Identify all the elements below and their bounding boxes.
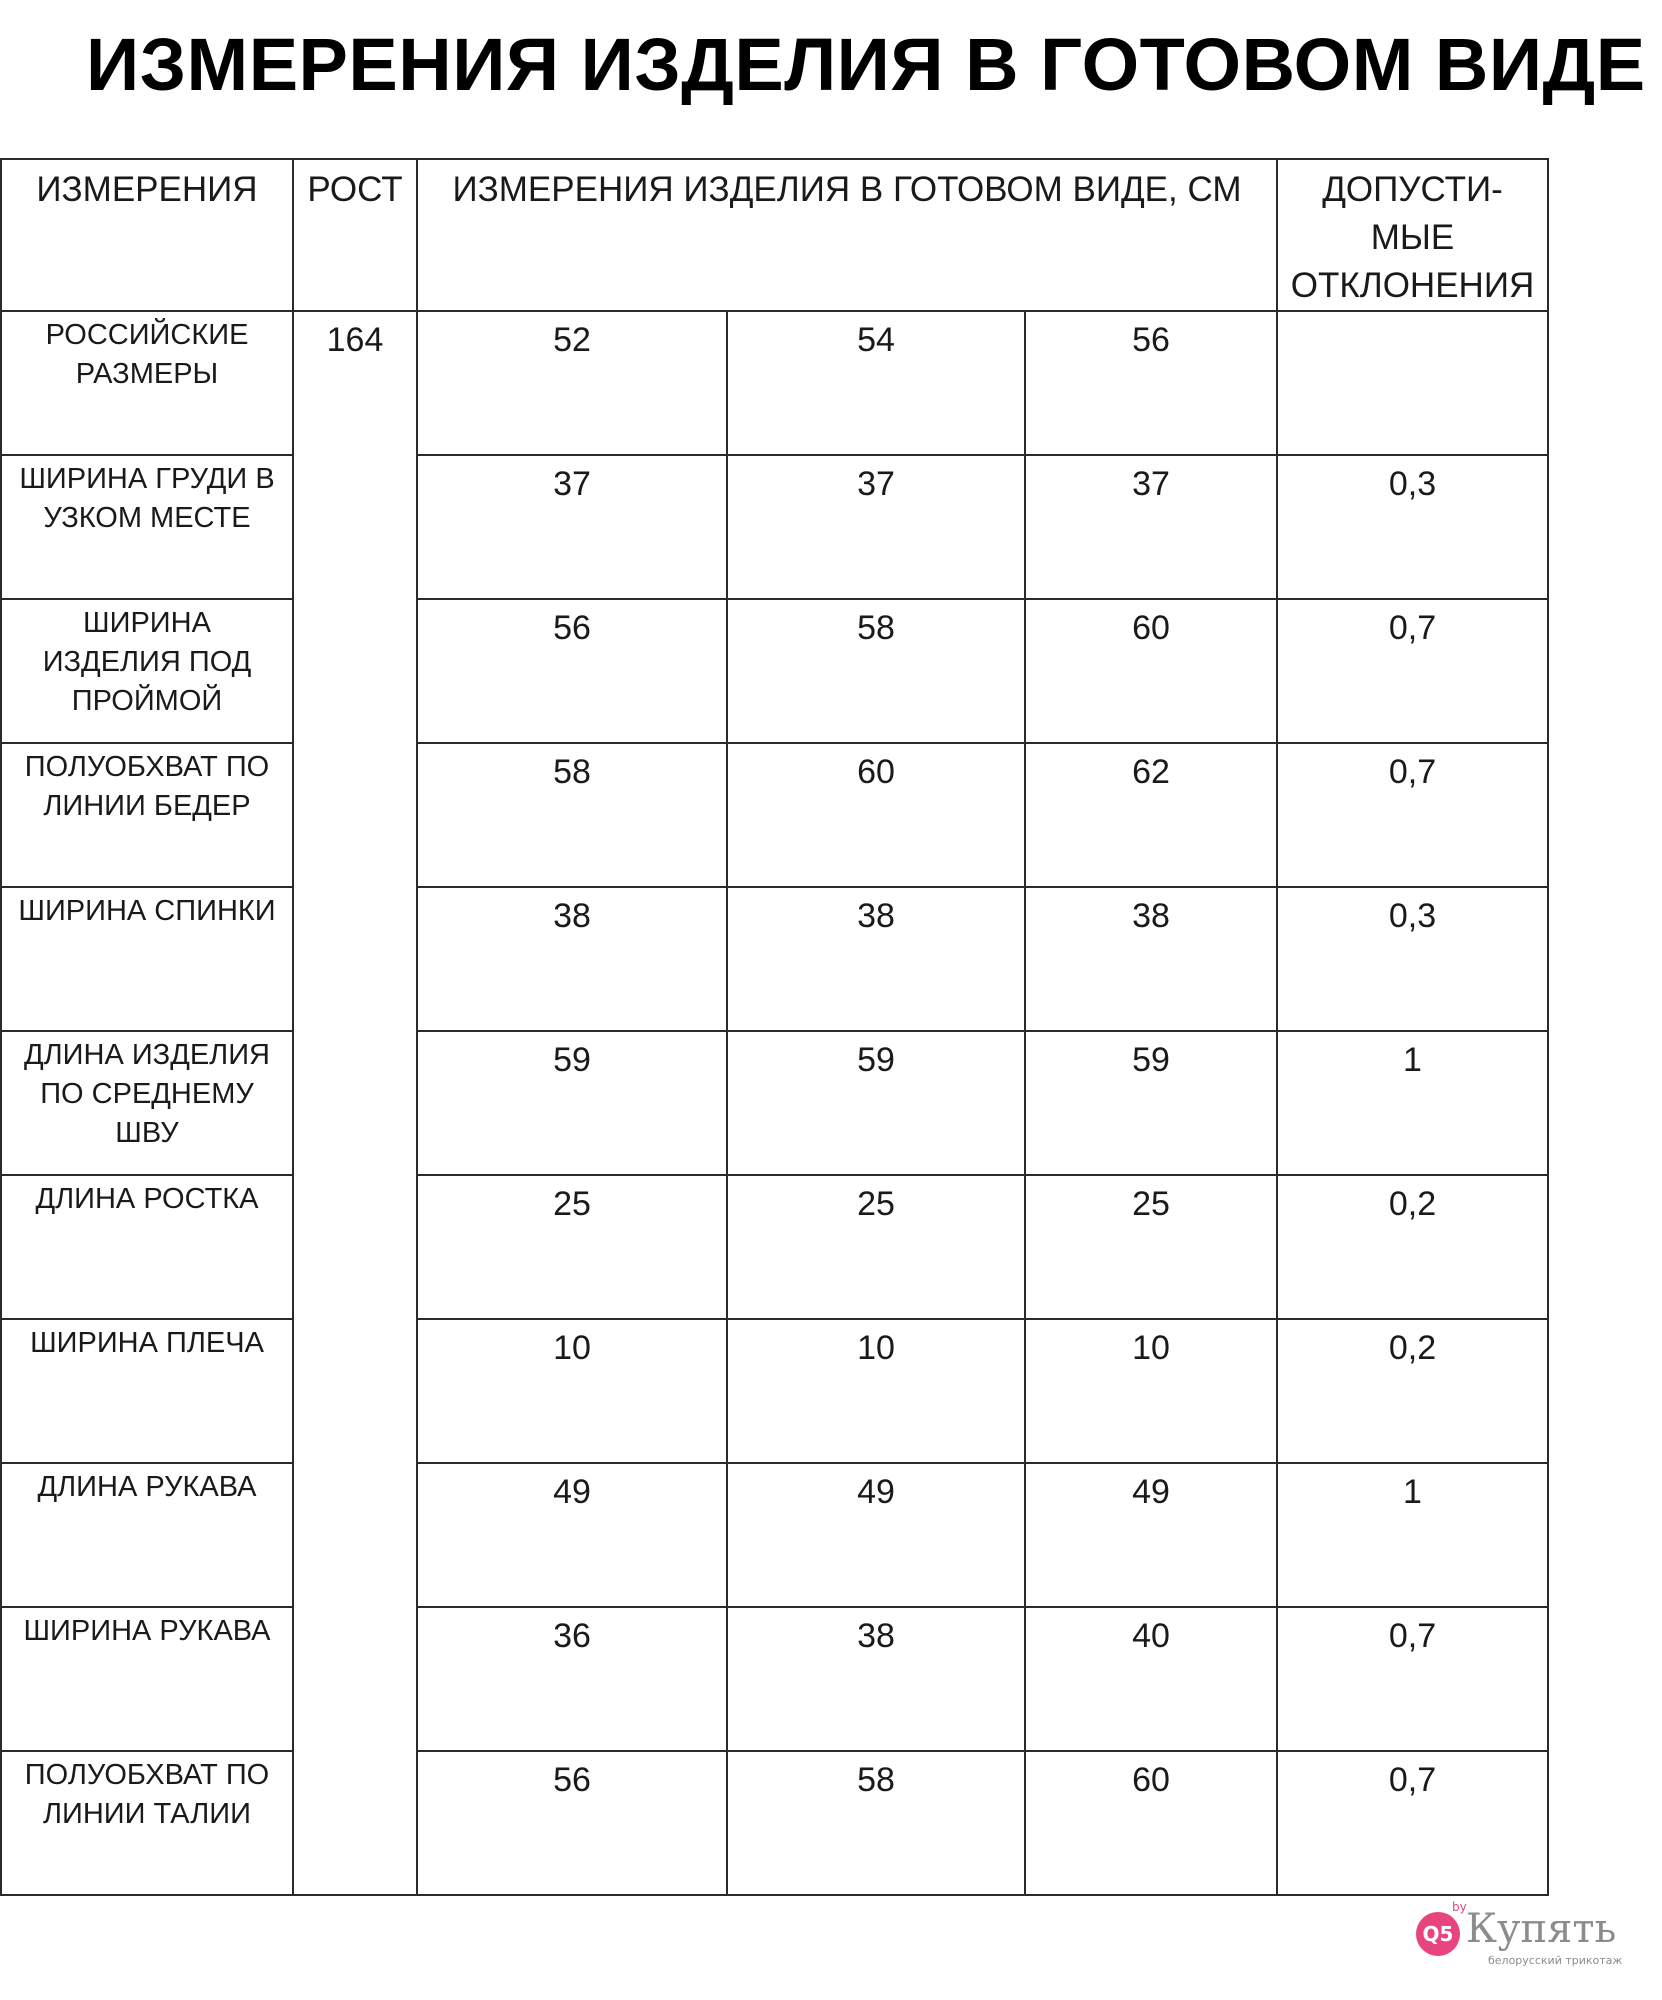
measurement-name-line: ПОЛУОБХВАТ ПО <box>24 751 270 783</box>
table-row <box>1 1607 1548 1751</box>
measurement-name-line: ШИРИНА ПЛЕЧА <box>30 1327 264 1359</box>
size-value-cell: 58 <box>727 1751 1025 1895</box>
header-tolerance-line: ДОПУСТИ- <box>1322 170 1503 209</box>
measurement-name-line: РОССИЙСКИЕ <box>45 319 249 351</box>
size-value-cell: 10 <box>727 1319 1025 1463</box>
tolerance-cell: 0,2 <box>1277 1319 1548 1463</box>
measurement-name-line: УЗКОМ МЕСТЕ <box>43 502 251 534</box>
header-tolerance-line: МЫЕ <box>1370 218 1455 257</box>
tolerance-cell: 0,7 <box>1277 743 1548 887</box>
measurement-name-line: ДЛИНА ИЗДЕЛИЯ <box>23 1039 271 1071</box>
tolerance-cell: 0,3 <box>1277 887 1548 1031</box>
measurement-name-cell <box>1 455 293 599</box>
size-value-cell: 54 <box>727 311 1025 455</box>
measurement-name-line: РАЗМЕРЫ <box>75 358 219 390</box>
size-value-cell: 59 <box>1025 1031 1277 1175</box>
tolerance-cell: 0,2 <box>1277 1175 1548 1319</box>
header-measurements: ИЗМЕРЕНИЯ <box>1 159 293 311</box>
header-height: РОСТ <box>293 159 417 311</box>
size-value-cell: 56 <box>417 599 727 743</box>
size-value-cell: 58 <box>417 743 727 887</box>
tolerance-cell: 1 <box>1277 1463 1548 1607</box>
table-row <box>1 1463 1548 1607</box>
size-value-cell: 10 <box>417 1319 727 1463</box>
logo-badge: by <box>1452 1900 1467 1914</box>
measurement-name-line: ШИРИНА <box>83 607 211 639</box>
table-row <box>1 1319 1548 1463</box>
measurement-name-cell <box>1 1607 293 1751</box>
tolerance-cell: 0,7 <box>1277 1751 1548 1895</box>
measurement-name-line: ПО СРЕДНЕМУ <box>40 1078 254 1110</box>
table-row <box>1 1031 1548 1175</box>
logo-circle-icon: Q5 <box>1416 1912 1460 1956</box>
size-value-cell: 49 <box>1025 1463 1277 1607</box>
size-value-cell: 56 <box>1025 311 1277 455</box>
measurement-name-line: ЛИНИИ БЕДЕР <box>43 790 251 822</box>
tolerance-cell: 0,3 <box>1277 455 1548 599</box>
measurement-name-line: ШИРИНА РУКАВА <box>23 1615 271 1647</box>
size-value-cell: 52 <box>417 311 727 455</box>
measurement-name-cell <box>1 743 293 887</box>
table-row <box>1 743 1548 887</box>
table-row <box>1 311 1548 455</box>
size-value-cell: 10 <box>1025 1319 1277 1463</box>
logo-tagline: белорусский трикотаж <box>1488 1954 1623 1967</box>
measurement-name-cell <box>1 1319 293 1463</box>
table-row <box>1 455 1548 599</box>
size-value-cell: 38 <box>1025 887 1277 1031</box>
measurement-name-cell <box>1 1463 293 1607</box>
size-value-cell: 60 <box>1025 599 1277 743</box>
brand-logo <box>1416 1900 1636 1970</box>
size-value-cell: 25 <box>1025 1175 1277 1319</box>
size-value-cell: 37 <box>1025 455 1277 599</box>
measurements-table <box>0 158 1549 1896</box>
measurement-name-line: ДЛИНА РУКАВА <box>37 1471 257 1503</box>
measurement-name-cell <box>1 1175 293 1319</box>
table-row <box>1 887 1548 1031</box>
size-value-cell: 37 <box>727 455 1025 599</box>
measurement-name-cell <box>1 1031 293 1175</box>
logo-wordmark: Купять <box>1466 1906 1617 1952</box>
size-value-cell: 49 <box>727 1463 1025 1607</box>
table-body <box>1 311 1548 1895</box>
height-value-cell: 164 <box>293 311 417 1895</box>
page-title: ИЗМЕРЕНИЯ ИЗДЕЛИЯ В ГОТОВОМ ВИДЕ <box>86 23 1646 106</box>
measurement-name-line: ПОЛУОБХВАТ ПО <box>24 1759 270 1791</box>
table-row <box>1 1175 1548 1319</box>
size-value-cell: 60 <box>727 743 1025 887</box>
tolerance-cell <box>1277 311 1548 455</box>
size-value-cell: 58 <box>727 599 1025 743</box>
measurement-name-cell <box>1 887 293 1031</box>
size-value-cell: 62 <box>1025 743 1277 887</box>
measurement-name-line: ШВУ <box>115 1117 179 1149</box>
size-value-cell: 49 <box>417 1463 727 1607</box>
size-value-cell: 59 <box>727 1031 1025 1175</box>
header-tolerance <box>1277 159 1548 311</box>
size-value-cell: 38 <box>727 887 1025 1031</box>
size-value-cell: 60 <box>1025 1751 1277 1895</box>
table-row <box>1 599 1548 743</box>
measurement-name-line: ШИРИНА СПИНКИ <box>18 895 276 927</box>
size-value-cell: 25 <box>417 1175 727 1319</box>
tolerance-cell: 0,7 <box>1277 1607 1548 1751</box>
header-tolerance-line: ОТКЛОНЕНИЯ <box>1290 266 1535 305</box>
size-value-cell: 36 <box>417 1607 727 1751</box>
table-row <box>1 1751 1548 1895</box>
table-header-row <box>1 159 1548 311</box>
size-value-cell: 59 <box>417 1031 727 1175</box>
measurement-name-cell <box>1 311 293 455</box>
size-value-cell: 37 <box>417 455 727 599</box>
size-value-cell: 38 <box>727 1607 1025 1751</box>
measurement-name-line: ПРОЙМОЙ <box>71 685 223 717</box>
measurement-name-line: ШИРИНА ГРУДИ В <box>19 463 275 495</box>
size-value-cell: 56 <box>417 1751 727 1895</box>
measurement-name-line: ИЗДЕЛИЯ ПОД <box>42 646 252 678</box>
measurement-name-line: ЛИНИИ ТАЛИИ <box>42 1798 251 1830</box>
measurement-name-line: ДЛИНА РОСТКА <box>35 1183 259 1215</box>
tolerance-cell: 0,7 <box>1277 599 1548 743</box>
tolerance-cell: 1 <box>1277 1031 1548 1175</box>
size-value-cell: 25 <box>727 1175 1025 1319</box>
measurement-name-cell <box>1 1751 293 1895</box>
size-value-cell: 38 <box>417 887 727 1031</box>
measurement-name-cell <box>1 599 293 743</box>
size-value-cell: 40 <box>1025 1607 1277 1751</box>
header-finished-measurements: ИЗМЕРЕНИЯ ИЗДЕЛИЯ В ГОТОВОМ ВИДЕ, СМ <box>417 159 1277 311</box>
